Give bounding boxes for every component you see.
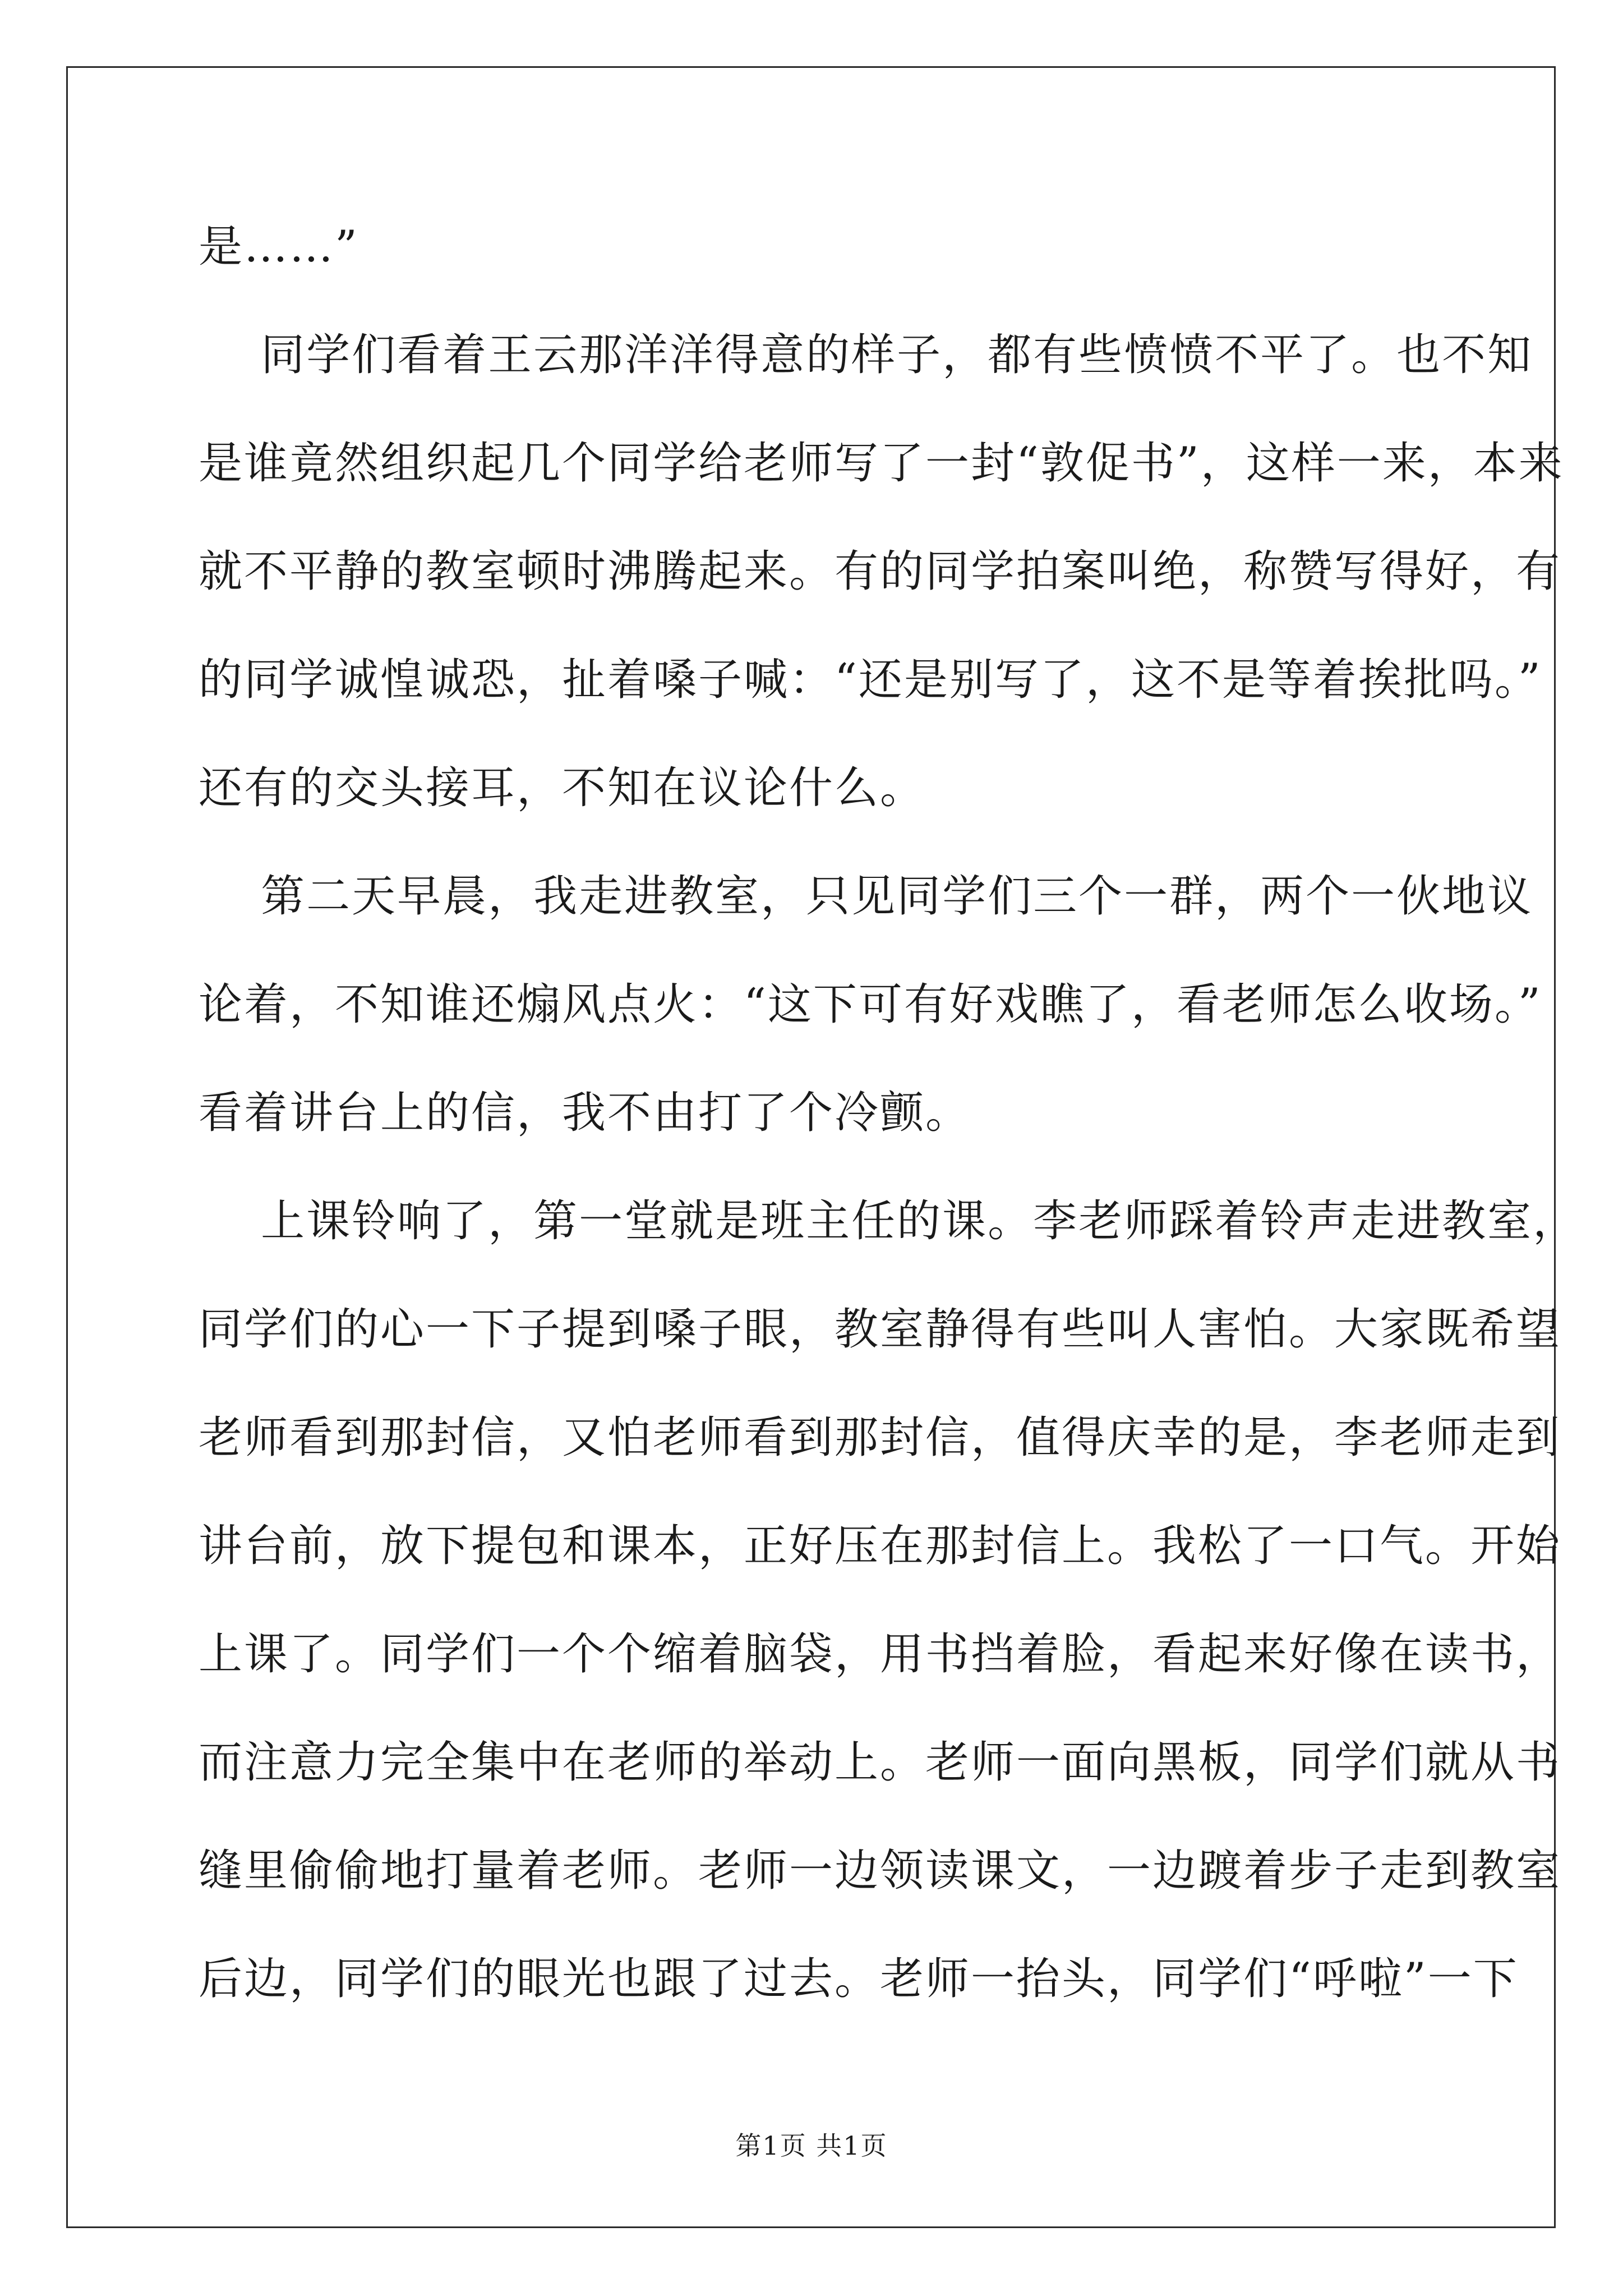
text-line: 是谁竟然组织起几个同学给老师写了一封“敦促书”，这样一来，本来 [199, 438, 1564, 489]
text-line: 同学们的心一下子提到嗓子眼，教室静得有些叫人害怕。大家既希望 [199, 1304, 1562, 1355]
text-line: 同学们看着王云那洋洋得意的样子，都有些愤愤不平了。也不知 [199, 330, 1533, 380]
text-line: 上课了。同学们一个个缩着脑袋，用书挡着脸，看起来好像在读书， [199, 1629, 1562, 1680]
text-line: 的同学诚惶诚恐，扯着嗓子喊：“还是别写了，这不是等着挨批吗。” [199, 655, 1542, 705]
text-line: 还有的交头接耳，不知在议论什么。 [199, 763, 926, 813]
text-line: 论着，不知谁还煽风点火：“这下可有好戏瞧了，看老师怎么收场。” [199, 979, 1542, 1030]
page-number: 第1页 共1页 [735, 2131, 888, 2161]
text-line: 老师看到那封信，又怕老师看到那封信，值得庆幸的是，李老师走到 [199, 1412, 1562, 1463]
text-line: 而注意力完全集中在老师的举动上。老师一面向黑板，同学们就从书 [199, 1737, 1562, 1788]
text-line: 就不平静的教室顿时沸腾起来。有的同学拍案叫绝，称赞写得好，有 [199, 546, 1562, 597]
page-border [66, 66, 1579, 2228]
text-line: 第二天早晨，我走进教室，只见同学们三个一群，两个一伙地议 [199, 871, 1533, 922]
text-line: 讲台前，放下提包和课本，正好压在那封信上。我松了一口气。开始 [199, 1521, 1562, 1571]
text-line: 是……” [199, 222, 359, 272]
text-line: 后边，同学们的眼光也跟了过去。老师一抬头，同学们“呼啦”一下 [199, 1954, 1519, 2004]
text-line: 缝里偷偷地打量着老师。老师一边领读课文，一边踱着步子走到教室 [199, 1846, 1562, 1896]
text-line: 上课铃响了，第一堂就是班主任的课。李老师踩着铃声走进教室， [199, 1196, 1579, 1246]
text-line: 看着讲台上的信，我不由打了个冷颤。 [199, 1088, 971, 1138]
